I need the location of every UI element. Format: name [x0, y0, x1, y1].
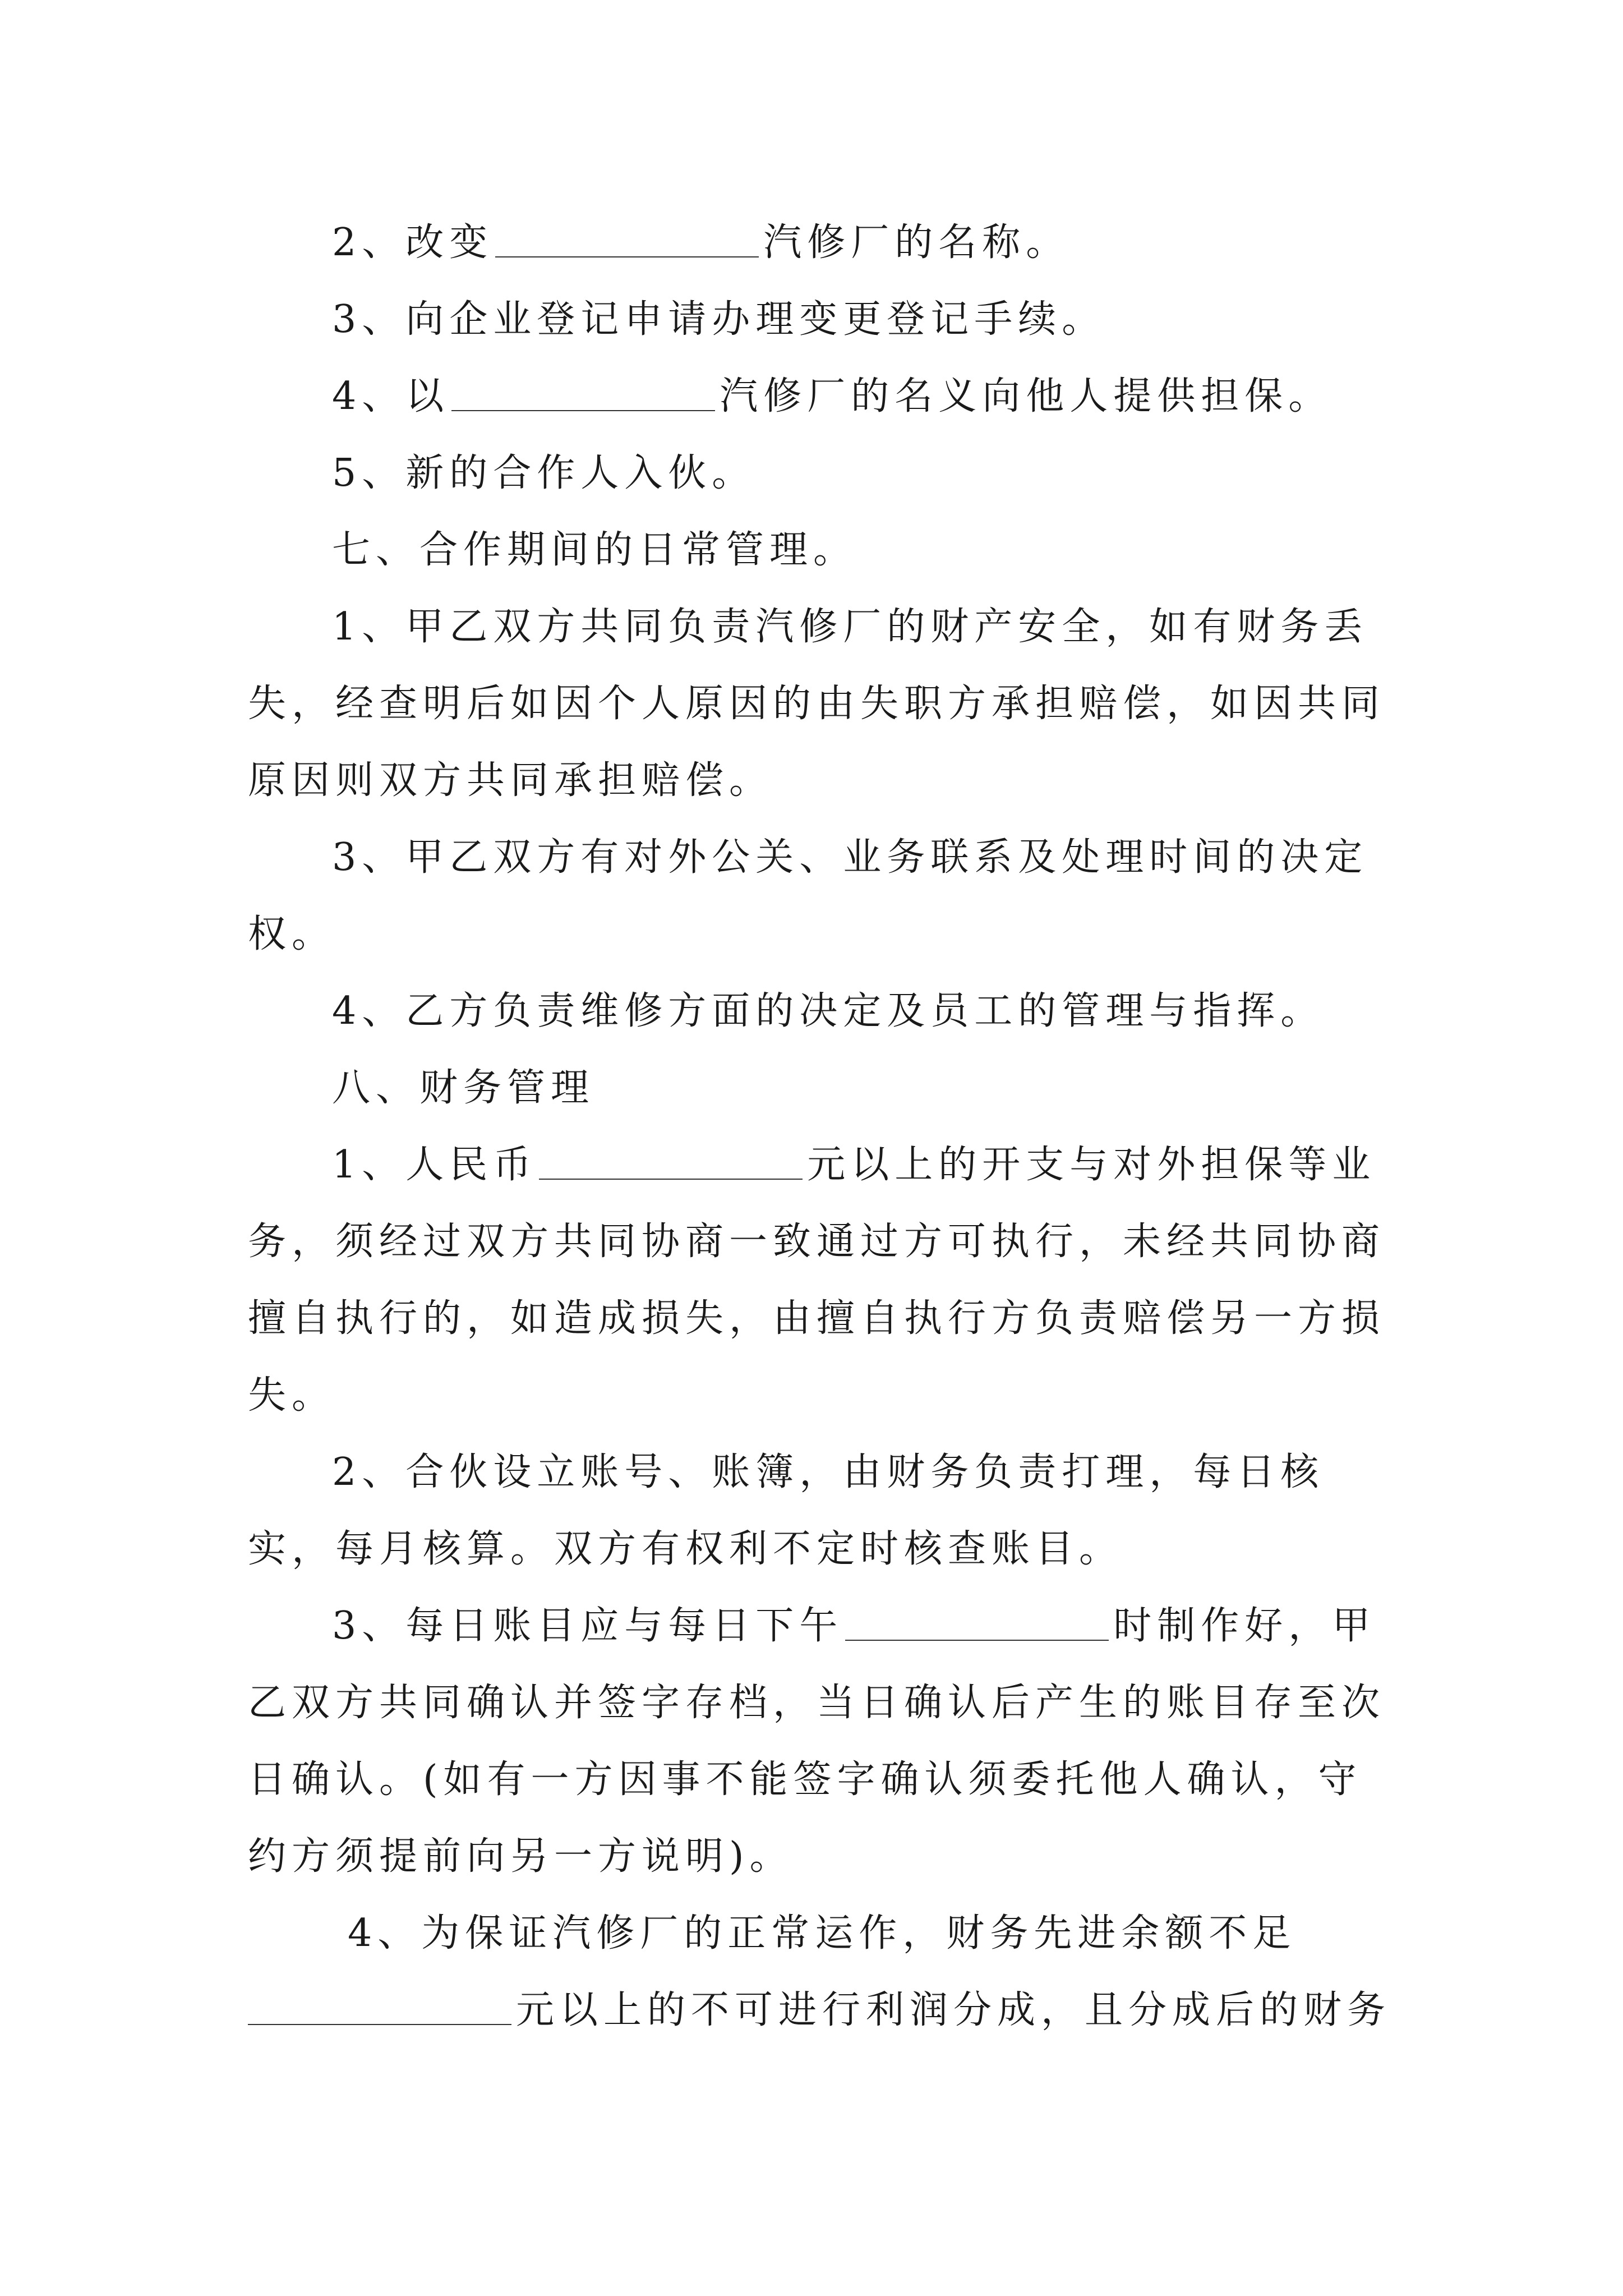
paragraph-text: 时制作好，甲乙双方共同确认并签字存档，当日确认后产生的账目存至次日确认。(如有一方因事不能签字确认须委托他人确认，守约方须提前向另一方说明)。 — [248, 1604, 1386, 1879]
paragraph-p13 — [248, 1895, 1392, 2049]
paragraph-text: 2、合伙设立账号、账簿，由财务负责打理，每日核实，每月核算。双方有权利不定时核查账目。 — [248, 1450, 1325, 1571]
paragraph-text: 3、甲乙双方有对外公关、业务联系及处理时间的决定权。 — [248, 835, 1368, 956]
paragraph-p5 — [248, 512, 1392, 588]
paragraph-p3 — [248, 358, 1392, 435]
paragraph-p7 — [248, 819, 1392, 973]
paragraph-text: 七、合作期间的日常管理。 — [332, 528, 857, 572]
paragraph-p8 — [248, 973, 1392, 1050]
paragraph-p1 — [248, 204, 1392, 281]
paragraph-p6 — [248, 588, 1392, 819]
paragraph-text: 汽修厂的名义向他人提供担保。 — [720, 374, 1332, 418]
paragraph-text: 汽修厂的名称。 — [763, 220, 1070, 265]
paragraph-text: 元以上的不可进行利润分成，且分成后的财务 — [516, 1988, 1391, 2032]
paragraph-text: 5、新的合作人入伙。 — [332, 451, 756, 495]
fill-in-blank[interactable] — [539, 1139, 803, 1180]
paragraph-text: 4、以 — [332, 374, 450, 418]
fill-in-blank[interactable] — [451, 371, 715, 411]
paragraph-text: 3、每日账目应与每日下午 — [332, 1604, 843, 1648]
paragraph-p10 — [248, 1126, 1392, 1434]
paragraph-p4 — [248, 435, 1392, 512]
paragraph-p11 — [248, 1434, 1392, 1588]
paragraph-p9 — [248, 1050, 1392, 1126]
fill-in-blank[interactable] — [495, 217, 759, 257]
fill-in-blank[interactable] — [248, 1985, 511, 2025]
fill-in-blank[interactable] — [845, 1600, 1109, 1641]
paragraph-text: 八、财务管理 — [332, 1066, 595, 1110]
paragraph-text: 元以上的开支与对外担保等业务，须经过双方共同协商一致通过方可执行，未经共同协商擅自执行的，如造成损失，由擅自执行方负责赔偿另一方损失。 — [248, 1143, 1386, 1418]
paragraph-text: 4、为保证汽修厂的正常运作，财务先进余额不足 — [348, 1911, 1297, 1955]
paragraph-text: 1、甲乙双方共同负责汽修厂的财产安全，如有财务丢失，经查明后如因个人原因的由失职方承担赔偿，如因共同原因则双方共同承担赔偿。 — [248, 605, 1386, 803]
paragraph-text: 4、乙方负责维修方面的决定及员工的管理与指挥。 — [332, 989, 1325, 1033]
paragraph-p12 — [248, 1588, 1392, 1895]
paragraph-text: 2、改变 — [332, 220, 494, 265]
paragraph-text: 3、向企业登记申请办理变更登记手续。 — [332, 297, 1106, 342]
document-body — [248, 204, 1392, 2049]
paragraph-text: 1、人民币 — [332, 1143, 537, 1187]
paragraph-p2 — [248, 281, 1392, 358]
